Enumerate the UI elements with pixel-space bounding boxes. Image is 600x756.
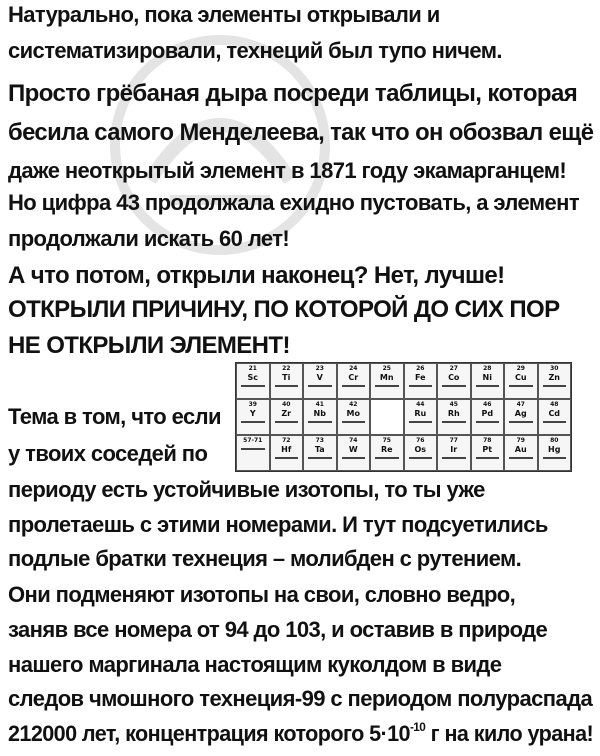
element-name-bar [275, 385, 299, 387]
element-number: 76 [416, 437, 425, 444]
element-cell [404, 399, 438, 435]
element-number: 29 [516, 365, 525, 372]
element-symbol: Au [514, 445, 527, 454]
element-cell [404, 363, 438, 399]
element-number: 72 [282, 437, 291, 444]
element-cell [538, 363, 572, 399]
element-number: 28 [483, 365, 492, 372]
element-symbol: Ru [414, 409, 427, 418]
element-cell [471, 399, 505, 435]
text-line-8: А что потом, открыли наконец? Нет, лучше! [8, 262, 505, 289]
element-cell [236, 363, 270, 399]
element-number: 22 [282, 365, 291, 372]
element-cell [437, 435, 471, 471]
text-line-10: НЕ ОТКРЫЛИ ЭЛЕМЕНТ! [8, 332, 290, 359]
element-number: 48 [550, 401, 559, 408]
element-symbol: Nb [313, 409, 326, 418]
element-cell [303, 363, 337, 399]
element-cell [270, 399, 304, 435]
element-name-bar [308, 421, 332, 423]
element-cell [236, 399, 270, 435]
element-cell [303, 435, 337, 471]
element-symbol: Zr [281, 409, 292, 418]
element-symbol: W [348, 445, 358, 454]
element-symbol: Hf [281, 445, 292, 454]
element-name-bar [241, 421, 265, 423]
element-name-bar [476, 457, 500, 459]
element-symbol: V [316, 373, 323, 382]
element-number: 80 [550, 437, 559, 444]
element-cell [337, 435, 371, 471]
element-cell [504, 363, 538, 399]
element-cell [370, 399, 404, 435]
element-name-bar [409, 385, 433, 387]
element-cell [337, 363, 371, 399]
text-line-17: заняв все номера от 94 до 103, и оставив в природе [8, 617, 548, 642]
text-line-7: продолжали искать 60 лет! [8, 226, 290, 251]
text-line-20-exponent: -10 [409, 720, 426, 734]
element-name-bar [442, 457, 466, 459]
element-cell [337, 399, 371, 435]
element-name-bar [442, 421, 466, 423]
element-name-bar [342, 457, 366, 459]
element-symbol: Rh [447, 409, 460, 418]
element-symbol: Zn [548, 373, 560, 382]
element-cell [504, 399, 538, 435]
text-line-3: Просто грёбаная дыра посреди таблицы, которая [8, 80, 578, 107]
text-line-4: бесила самого Менделеева, так что он обозвал ещё [8, 119, 594, 146]
element-symbol: Mn [379, 373, 394, 382]
element-symbol: Re [380, 445, 393, 454]
element-cell [538, 399, 572, 435]
text-line-20-main: 212000 лет, концентрация которого 5·10 [8, 721, 410, 746]
element-cell [370, 363, 404, 399]
element-number: 39 [248, 401, 257, 408]
element-name-bar [409, 457, 433, 459]
element-name-bar [476, 385, 500, 387]
element-number: 25 [382, 365, 391, 372]
text-line-16: Они подменяют изотопы на свои, словно ведро, [8, 582, 516, 607]
text-line-6: Но цифра 43 продолжала ехидно пустовать, а элемент [8, 190, 580, 215]
element-symbol: Ti [282, 373, 291, 382]
element-name-bar [476, 421, 500, 423]
element-name-bar [509, 457, 533, 459]
element-name-bar [375, 385, 399, 387]
element-symbol: Ni [482, 373, 492, 382]
element-name-bar [342, 421, 366, 423]
element-number: 44 [416, 401, 425, 408]
element-symbol: Pd [481, 409, 494, 418]
element-name-bar [275, 421, 299, 423]
element-name-bar [509, 385, 533, 387]
element-cell [437, 363, 471, 399]
text-line-11: Тема в том, что если [8, 404, 221, 429]
element-name-bar [375, 457, 399, 459]
text-line-1: Натурально, пока элементы открывали и [8, 2, 440, 27]
text-line-20 [8, 720, 593, 747]
text-line-20-end: г на кило урана! [425, 721, 594, 746]
element-name-bar [275, 457, 299, 459]
element-name-bar [543, 457, 567, 459]
element-symbol: Mo [346, 409, 360, 418]
element-cell [236, 435, 270, 471]
text-line-9: ОТКРЫЛИ ПРИЧИНУ, ПО КОТОРОЙ ДО СИХ ПОР [8, 296, 560, 323]
element-name-bar [509, 421, 533, 423]
element-cell [437, 399, 471, 435]
element-name-bar [409, 421, 433, 423]
element-cell [538, 435, 572, 471]
element-cell [270, 363, 304, 399]
element-symbol: Cu [514, 373, 527, 382]
element-name-bar [342, 385, 366, 387]
element-symbol: Ag [514, 409, 527, 418]
element-name-bar [241, 448, 265, 450]
element-name-bar [308, 385, 332, 387]
element-symbol: Cd [548, 409, 561, 418]
element-name-bar [543, 421, 567, 423]
element-cell [471, 363, 505, 399]
element-symbol: Cr [348, 373, 359, 382]
element-number: 77 [449, 437, 458, 444]
periodic-table-fragment [235, 362, 572, 472]
element-name-bar [442, 385, 466, 387]
element-number: 79 [516, 437, 525, 444]
element-cell [504, 435, 538, 471]
element-number: 24 [349, 365, 358, 372]
text-line-5: даже неоткрытый элемент в 1871 году экамарганцем! [8, 158, 567, 183]
element-symbol: Sc [247, 373, 258, 382]
element-name-bar [241, 385, 265, 387]
element-symbol: Co [448, 373, 460, 382]
element-symbol: Fe [414, 373, 426, 382]
element-cell [370, 435, 404, 471]
text-line-12: у твоих соседей по [8, 441, 208, 466]
element-number: 46 [483, 401, 492, 408]
element-number: 47 [516, 401, 525, 408]
text-line-18: нашего маргинала настоящим куколдом в виде [8, 652, 502, 677]
element-number: 75 [382, 437, 391, 444]
element-number: 57-71 [243, 437, 263, 444]
text-line-2: систематизировали, технеций был тупо ничем. [8, 38, 502, 63]
element-number: 21 [248, 365, 257, 372]
element-symbol: Ta [314, 445, 325, 454]
text-line-13: периоду есть устойчивые изотопы, то ты уже [8, 477, 485, 502]
element-cell [303, 399, 337, 435]
element-number: 41 [315, 401, 324, 408]
element-symbol: Ir [450, 445, 458, 454]
element-number: 74 [349, 437, 358, 444]
element-cell [404, 435, 438, 471]
text-line-15: подлые братки технеция – молибден с рутением. [8, 546, 522, 571]
element-number: 27 [449, 365, 458, 372]
element-symbol: Pt [482, 445, 493, 454]
element-name-bar [308, 457, 332, 459]
element-number: 42 [349, 401, 358, 408]
element-number: 26 [416, 365, 425, 372]
element-number: 78 [483, 437, 492, 444]
element-symbol: Hg [548, 445, 561, 454]
element-cell [270, 435, 304, 471]
element-cell [471, 435, 505, 471]
text-line-14: пролетаешь с этими номерами. И тут подсуетились [8, 512, 548, 537]
element-number: 40 [282, 401, 291, 408]
element-number: 45 [449, 401, 458, 408]
element-number: 73 [315, 437, 324, 444]
element-number: 23 [315, 365, 324, 372]
element-symbol: Os [414, 445, 427, 454]
element-name-bar [543, 385, 567, 387]
element-symbol: Y [249, 409, 256, 418]
element-number: 30 [550, 365, 559, 372]
text-line-19: следов чмошного технеция-99 с периодом полураспада [8, 686, 593, 711]
